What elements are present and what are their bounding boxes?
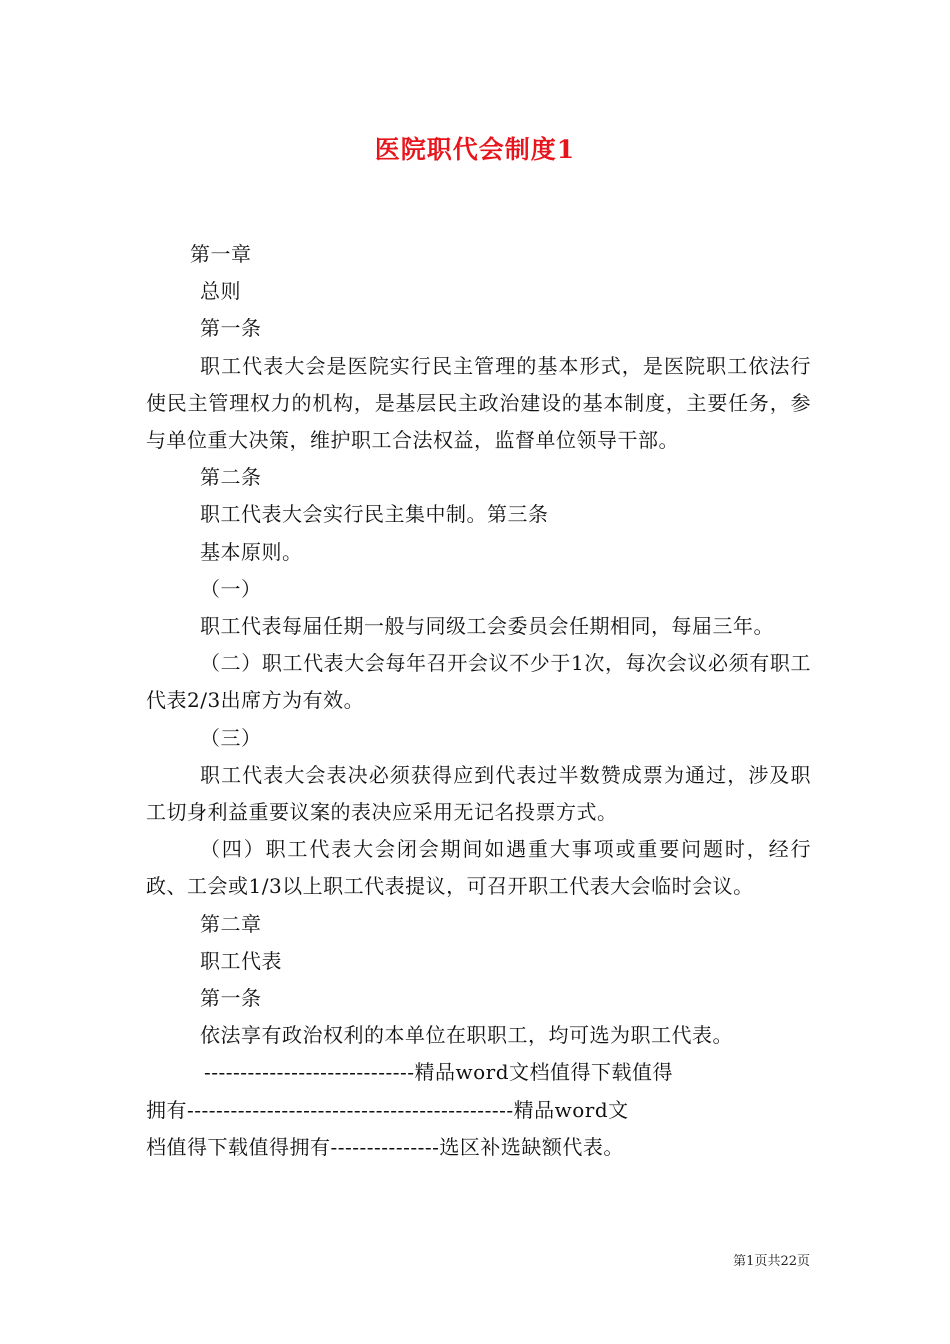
chapter-heading: 第一章 xyxy=(190,242,252,266)
document-title: 医院职代会制度1 xyxy=(374,135,576,164)
watermark-line: 档值得下载值得拥有---------------选区补选缺额代表。 xyxy=(146,1134,624,1159)
paragraph: 职工代表每届任期一般与同级工会委员会任期相同，每届三年。 xyxy=(200,614,774,639)
watermark-line: 拥有---------------------------------------------精品word文 xyxy=(146,1097,629,1122)
chapter-heading: 第二章 xyxy=(200,911,262,936)
page-footer: 第1页共22页 xyxy=(733,1254,810,1269)
paragraph: 职工代表大会表决必须获得应到代表过半数赞成票为通过，涉及职工切身利益重要议案的表决应采用无记名投票方式。 xyxy=(146,762,811,825)
article-heading: 第一条 xyxy=(200,986,262,1011)
paragraph: （二）职工代表大会每年召开会议不少于1次，每次会议必须有职工代表2/3出席方为有效。 xyxy=(146,651,811,713)
article-heading: 第二条 xyxy=(200,465,262,490)
section-heading: 职工代表 xyxy=(200,948,282,973)
paragraph: 依法享有政治权利的本单位在职职工，均可选为职工代表。 xyxy=(200,1023,733,1048)
list-marker: （一） xyxy=(200,576,262,601)
section-heading: 总则 xyxy=(200,279,241,304)
watermark-line: -----------------------------精品word文档值得下载值得 xyxy=(204,1060,673,1085)
paragraph: 职工代表大会是医院实行民主管理的基本形式，是医院职工依法行使民主管理权力的机构，是基层民主政治建设的基本制度，主要任务，参与单位重大决策，维护职工合法权益，监督单位领导干部。 xyxy=(146,353,811,453)
article-heading: 第一条 xyxy=(200,316,262,341)
paragraph: 基本原则。 xyxy=(200,539,303,564)
paragraph: （四）职工代表大会闭会期间如遇重大事项或重要问题时，经行政、工会或1/3以上职工代表提议，可召开职工代表大会临时会议。 xyxy=(146,837,811,899)
paragraph: 职工代表大会实行民主集中制。第三条 xyxy=(200,502,549,527)
list-marker: （三） xyxy=(200,725,262,750)
document-body xyxy=(146,236,811,1166)
